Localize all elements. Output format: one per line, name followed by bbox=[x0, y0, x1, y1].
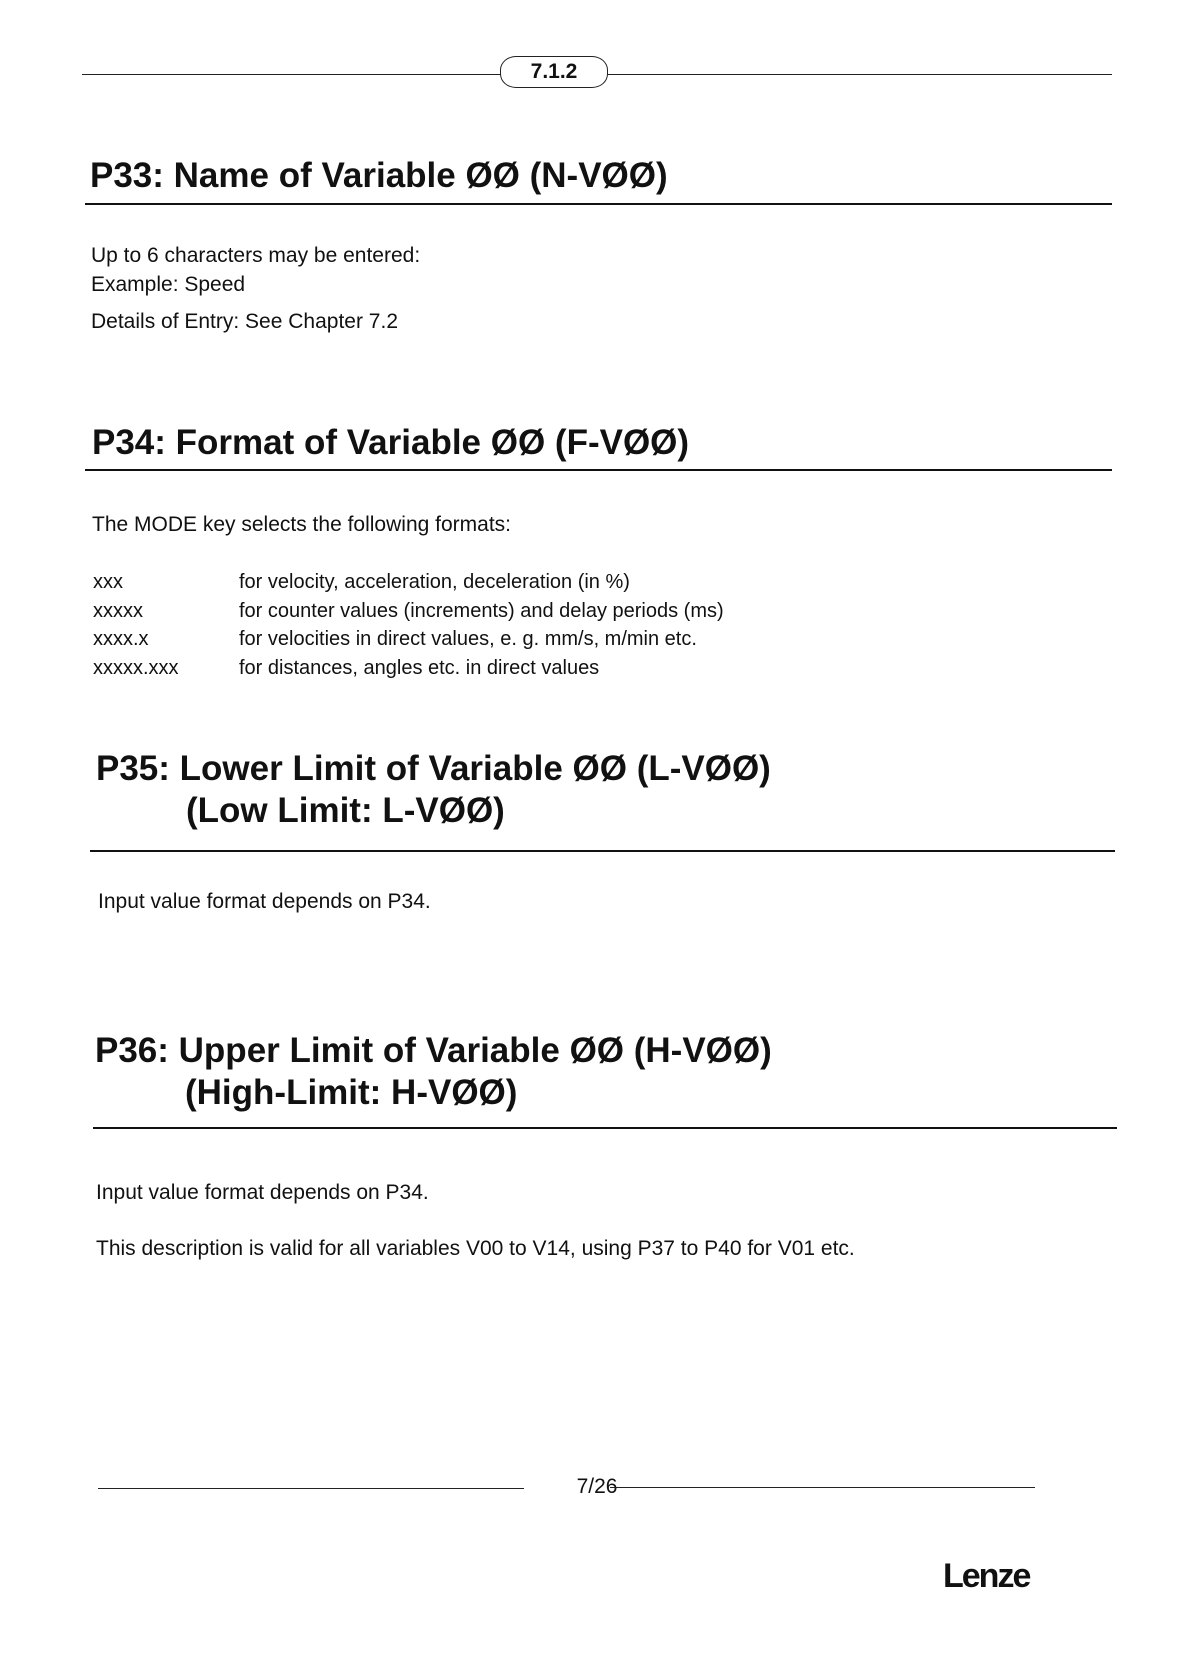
format-row bbox=[93, 625, 697, 653]
heading-p35-line-1: P35: Lower Limit of Variable ØØ (L-VØØ) bbox=[96, 749, 771, 788]
heading-rule-p33 bbox=[85, 203, 1112, 205]
heading-p36-line-1: P36: Upper Limit of Variable ØØ (H-VØØ) bbox=[95, 1031, 772, 1070]
heading-p36-line-2: (High-Limit: H-VØØ) bbox=[185, 1073, 518, 1112]
heading-p33: P33: Name of Variable ØØ (N-VØØ) bbox=[90, 156, 668, 195]
heading-rule-p34 bbox=[85, 469, 1112, 471]
heading-rule-p35 bbox=[90, 850, 1115, 852]
format-code: xxxx.x bbox=[93, 628, 149, 650]
p33-paragraph-2: Example: Speed bbox=[91, 273, 246, 296]
p35-paragraph-1: Input value format depends on P34. bbox=[98, 890, 431, 913]
p34-paragraph-1: The MODE key selects the following formats: bbox=[92, 513, 511, 536]
format-description: for distances, angles etc. in direct values bbox=[239, 657, 600, 679]
heading-p36 bbox=[95, 1030, 772, 1114]
format-row bbox=[93, 597, 724, 625]
format-description: for counter values (increments) and delay periods (ms) bbox=[239, 600, 724, 622]
heading-p34: P34: Format of Variable ØØ (F-VØØ) bbox=[92, 423, 690, 462]
format-description: for velocity, acceleration, deceleration (in %) bbox=[239, 571, 630, 593]
page-number: 7/26 bbox=[576, 1475, 618, 1498]
format-code: xxx bbox=[93, 571, 123, 593]
heading-rule-p36 bbox=[93, 1127, 1117, 1129]
footer-rule-right bbox=[610, 1487, 1035, 1488]
p33-paragraph-3: Details of Entry: See Chapter 7.2 bbox=[91, 310, 398, 333]
brand-logo: Lenze bbox=[943, 1557, 1030, 1595]
format-row bbox=[93, 568, 630, 596]
p33-paragraph-1: Up to 6 characters may be entered: bbox=[91, 244, 421, 267]
section-number-badge: 7.1.2 bbox=[500, 56, 608, 88]
format-row bbox=[93, 654, 599, 682]
p36-paragraph-2: This description is valid for all variables V00 to V14, using P37 to P40 for V01 etc. bbox=[96, 1237, 855, 1260]
format-description: for velocities in direct values, e. g. mm/s, m/min etc. bbox=[239, 628, 697, 650]
format-code: xxxxx.xxx bbox=[93, 657, 179, 679]
p36-paragraph-1: Input value format depends on P34. bbox=[96, 1181, 429, 1204]
heading-p35 bbox=[96, 748, 771, 832]
format-code: xxxxx bbox=[93, 600, 143, 622]
heading-p35-line-2: (Low Limit: L-VØØ) bbox=[186, 791, 505, 830]
